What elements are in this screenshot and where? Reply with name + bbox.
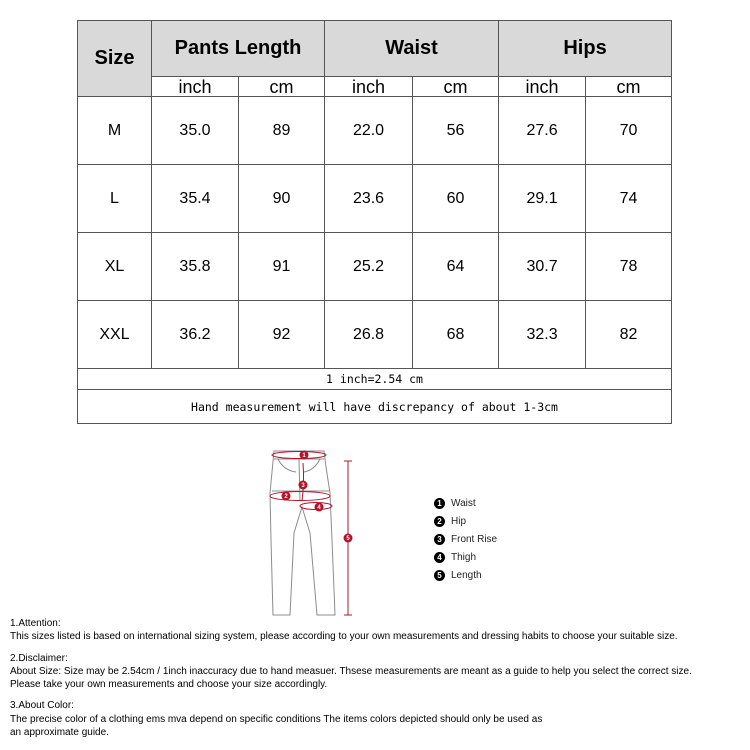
svg-text:5: 5 <box>346 536 350 543</box>
legend-item-length <box>434 567 497 585</box>
value-cell: 90 <box>239 165 325 233</box>
value-cell: 35.8 <box>152 233 239 301</box>
value-cell: 89 <box>239 97 325 165</box>
legend-label: Front Rise <box>451 533 498 545</box>
value-cell: 82 <box>586 301 672 369</box>
value-cell: 26.8 <box>325 301 413 369</box>
table-row <box>78 97 672 165</box>
legend-label: Length <box>451 570 482 582</box>
note-text: About Size: Size may be 2.54cm / 1inch inaccuracy due to hand measuer. Thsese measurements are meant as a guide to help you select the correct size. <box>10 665 692 677</box>
color-note <box>10 699 745 739</box>
note-title: 2.Disclaimer: <box>10 652 68 664</box>
value-cell: 78 <box>586 233 672 301</box>
note-text: an approximate guide. <box>10 727 109 739</box>
disclaimer-note <box>10 652 745 692</box>
header-row <box>78 21 672 77</box>
number-1-icon: 1 <box>434 498 445 509</box>
note-title: 1.Attention: <box>10 618 61 629</box>
value-cell: 68 <box>413 301 499 369</box>
value-cell: 25.2 <box>325 233 413 301</box>
waist-header: Waist <box>325 21 499 77</box>
value-cell: 23.6 <box>325 165 413 233</box>
svg-text:3: 3 <box>301 483 305 490</box>
value-cell: 64 <box>413 233 499 301</box>
pants-outline-icon <box>270 451 335 615</box>
value-cell: 91 <box>239 233 325 301</box>
number-4-icon: 4 <box>434 552 445 563</box>
unit-cell: cm <box>413 77 499 97</box>
value-cell: 35.0 <box>152 97 239 165</box>
number-5-icon: 5 <box>434 570 445 581</box>
value-cell: 35.4 <box>152 165 239 233</box>
svg-text:1: 1 <box>302 453 306 460</box>
conversion-row <box>78 369 672 390</box>
value-cell: 70 <box>586 97 672 165</box>
conversion-note: 1 inch=2.54 cm <box>78 369 672 390</box>
unit-cell: cm <box>586 77 672 97</box>
number-3-icon: 3 <box>434 534 445 545</box>
table-row <box>78 165 672 233</box>
note-text: Please take your own measurements and choose your size accordingly. <box>10 679 328 691</box>
legend-item-thigh <box>434 549 497 567</box>
legend-item-hip <box>434 512 497 530</box>
size-cell: XXL <box>78 301 152 369</box>
value-cell: 56 <box>413 97 499 165</box>
legend-item-front-rise <box>434 530 497 548</box>
value-cell: 74 <box>586 165 672 233</box>
number-2-icon: 2 <box>434 516 445 527</box>
attention-note <box>10 617 745 644</box>
size-header: Size <box>78 21 152 97</box>
size-cell: XL <box>78 233 152 301</box>
legend-item-waist <box>434 494 497 512</box>
legend-label: Thigh <box>451 552 477 564</box>
table-row <box>78 233 672 301</box>
value-cell: 92 <box>239 301 325 369</box>
pants-measurement-diagram <box>260 445 370 625</box>
marker-3-icon <box>299 481 308 490</box>
note-title: 3.About Color: <box>10 700 74 712</box>
unit-cell: inch <box>152 77 239 97</box>
unit-row <box>78 77 672 97</box>
notes-section <box>10 617 745 747</box>
value-cell: 30.7 <box>499 233 586 301</box>
value-cell: 60 <box>413 165 499 233</box>
value-cell: 36.2 <box>152 301 239 369</box>
pants-length-header: Pants Length <box>152 21 325 77</box>
marker-1-icon <box>300 451 309 460</box>
table-row <box>78 301 672 369</box>
svg-text:4: 4 <box>317 505 321 512</box>
unit-cell: cm <box>239 77 325 97</box>
marker-2-icon <box>282 492 291 501</box>
measurement-legend <box>434 494 497 585</box>
measure-lines-icon <box>270 452 352 616</box>
note-text: The precise color of a clothing ems mva depend on specific conditions The items colors depicted should only be used as <box>10 713 543 725</box>
value-cell: 27.6 <box>499 97 586 165</box>
discrepancy-row <box>78 390 672 424</box>
hips-header: Hips <box>499 21 672 77</box>
marker-4-icon <box>315 503 324 512</box>
discrepancy-note: Hand measurement will have discrepancy of about 1-3cm <box>78 390 672 424</box>
unit-cell: inch <box>325 77 413 97</box>
legend-label: Hip <box>451 515 467 527</box>
marker-5-icon <box>344 534 353 543</box>
unit-cell: inch <box>499 77 586 97</box>
legend-label: Waist <box>451 497 476 509</box>
value-cell: 22.0 <box>325 97 413 165</box>
size-chart-table <box>77 20 672 424</box>
value-cell: 32.3 <box>499 301 586 369</box>
svg-text:2: 2 <box>284 494 288 501</box>
size-cell: L <box>78 165 152 233</box>
value-cell: 29.1 <box>499 165 586 233</box>
note-text: This sizes listed is based on international sizing system, please according to your own measurements and dressing habits to choose your suitable size. <box>10 631 678 643</box>
size-cell: M <box>78 97 152 165</box>
